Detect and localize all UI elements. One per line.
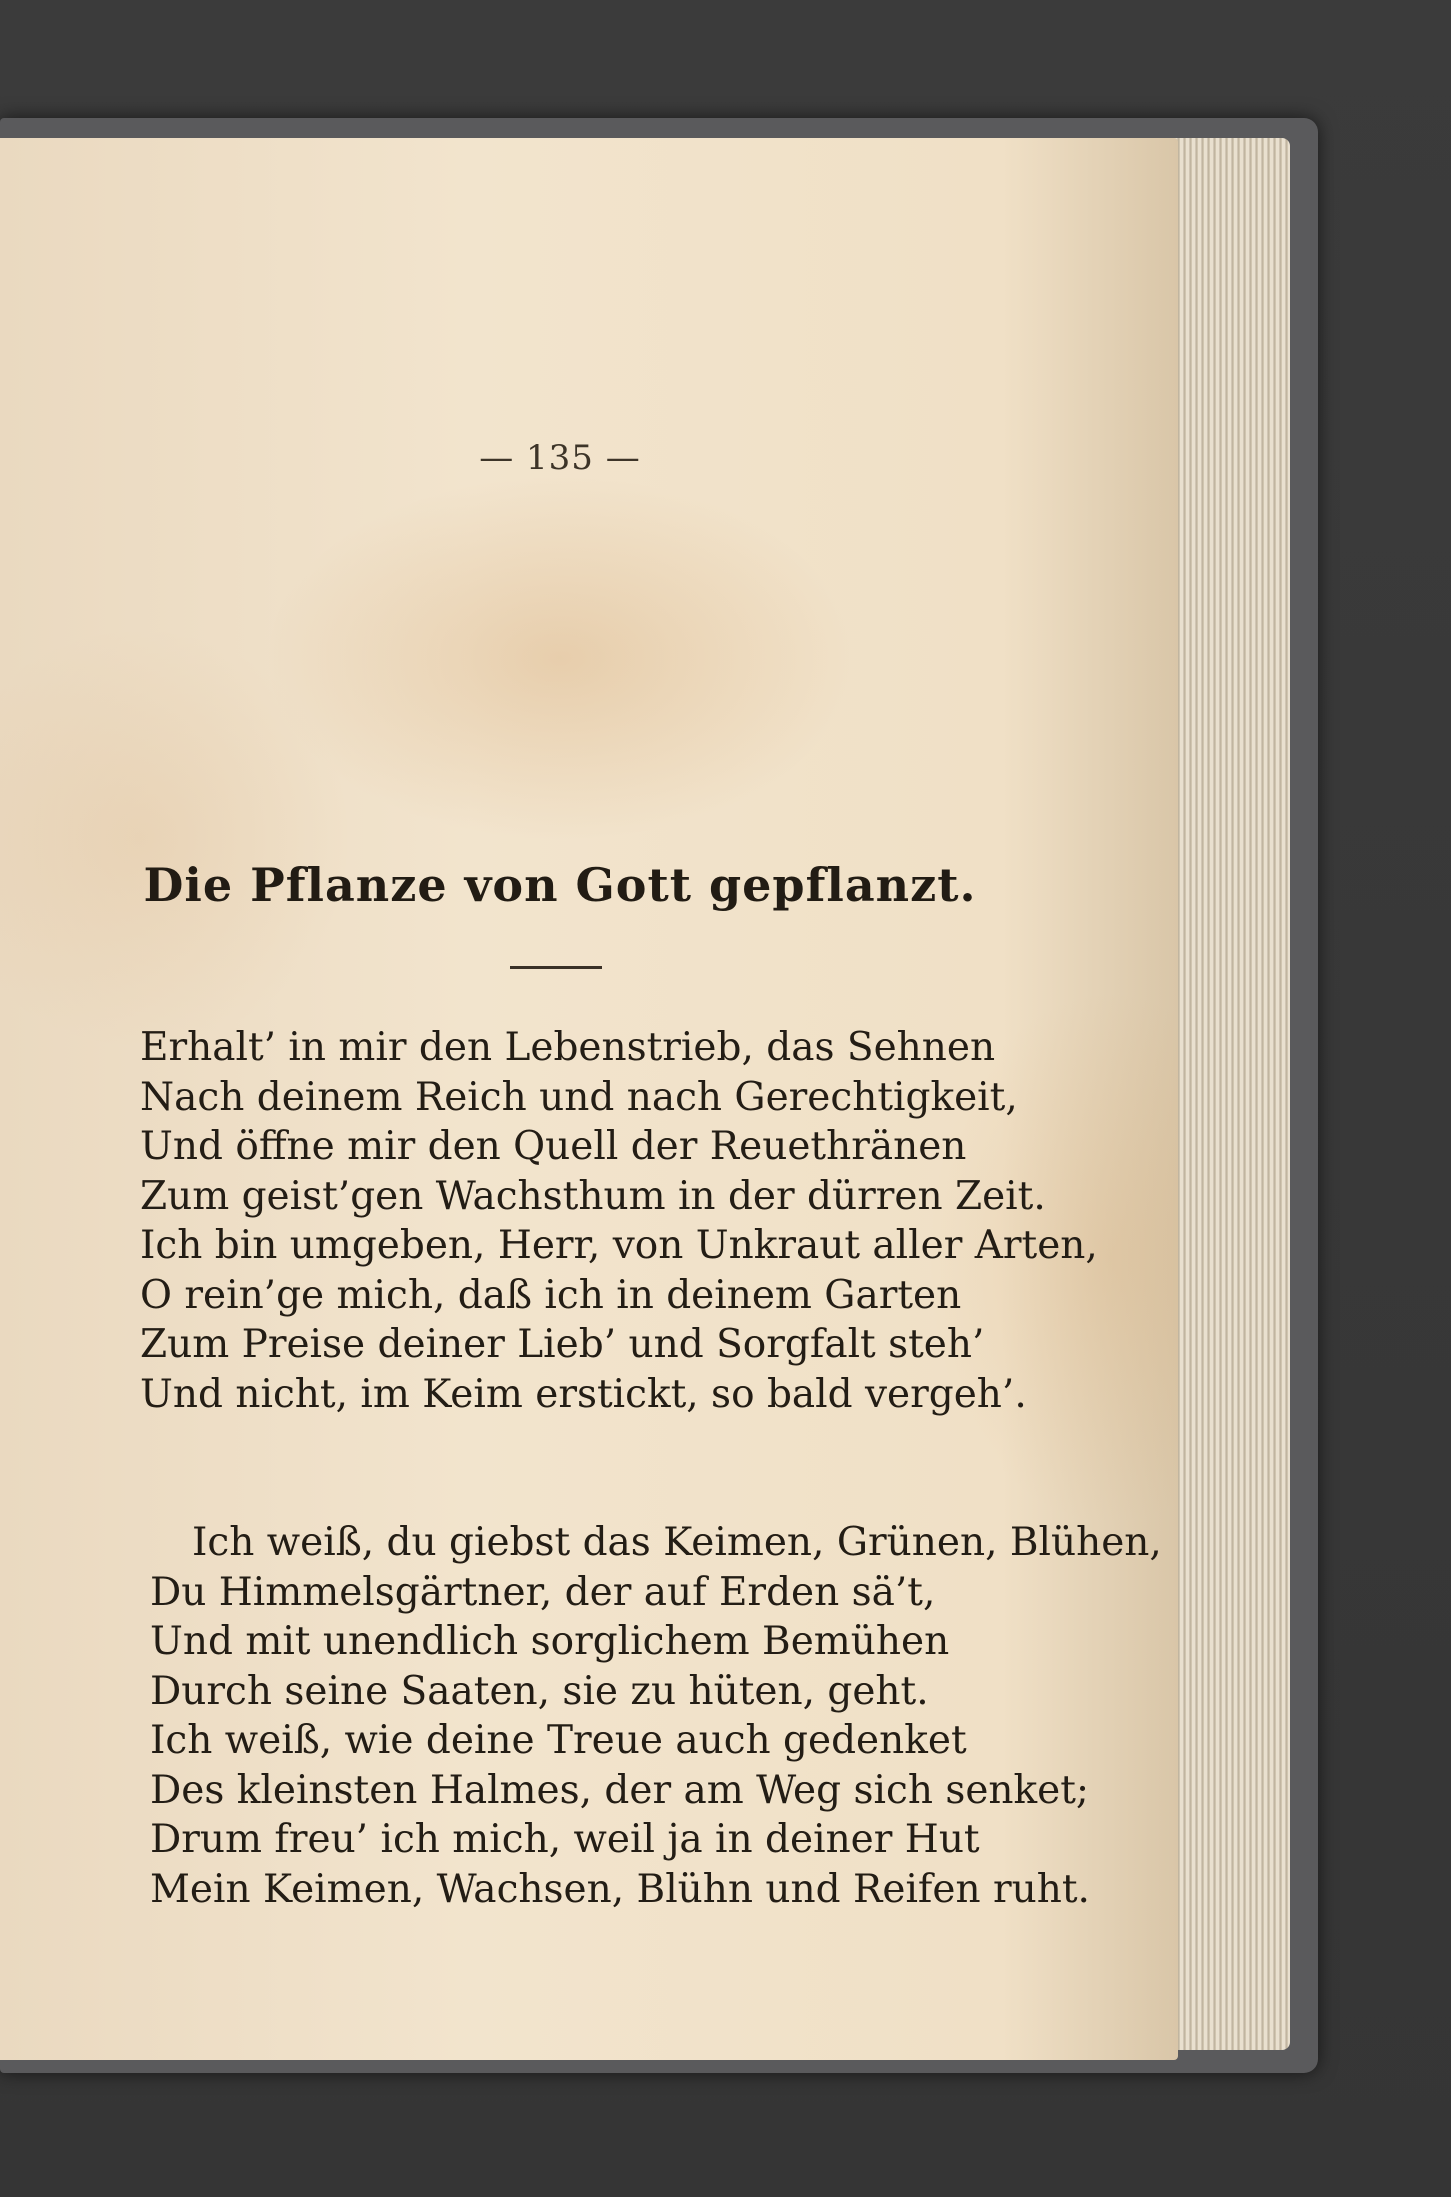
poem-line: Du Himmelsgärtner, der auf Erden sä’t,: [150, 1569, 936, 1615]
page-number: — 135 —: [479, 438, 641, 478]
poem-line: Und öffne mir den Quell der Reuethränen: [140, 1124, 967, 1169]
poem-line: Mein Keimen, Wachsen, Blühn und Reifen ruht.: [150, 1866, 1090, 1912]
poem-line: Und mit unendlich sorglichem Bemühen: [150, 1619, 950, 1664]
poem-line: Ich weiß, wie deine Treue auch gedenket: [150, 1718, 967, 1763]
poem-line: Ich bin umgeben, Herr, von Unkraut aller Arten,: [140, 1223, 1098, 1268]
stanza-1: [140, 1023, 1098, 1419]
poem-line: Erhalt’ in mir den Lebenstrieb, das Sehnen: [140, 1025, 996, 1070]
poem-line: Ich weiß, du giebst das Keimen, Grünen, Blühen,: [192, 1520, 1162, 1565]
poem-line: Nach deinem Reich und nach Gerechtigkeit,: [140, 1074, 1018, 1120]
book-page: [0, 138, 1178, 2060]
title-rule: [510, 966, 602, 969]
poem-line: Des kleinsten Halmes, der am Weg sich senket;: [150, 1767, 1090, 1813]
stanza-2: [150, 1518, 1162, 1914]
poem-title: Die Pflanze von Gott gepflanzt.: [143, 858, 977, 912]
poem-line: Zum Preise deiner Lieb’ und Sorgfalt steh’: [140, 1322, 985, 1367]
poem-line: O rein’ge mich, daß ich in deinem Garten: [140, 1272, 962, 1318]
poem-line: Durch seine Saaten, sie zu hüten, geht.: [150, 1668, 929, 1714]
poem-line: Zum geist’gen Wachsthum in der dürren Zeit.: [140, 1173, 1046, 1219]
poem-line: Drum freu’ ich mich, weil ja in deiner Hut: [150, 1817, 980, 1862]
poem-line: Und nicht, im Keim erstickt, so bald vergeh’.: [140, 1371, 1027, 1417]
